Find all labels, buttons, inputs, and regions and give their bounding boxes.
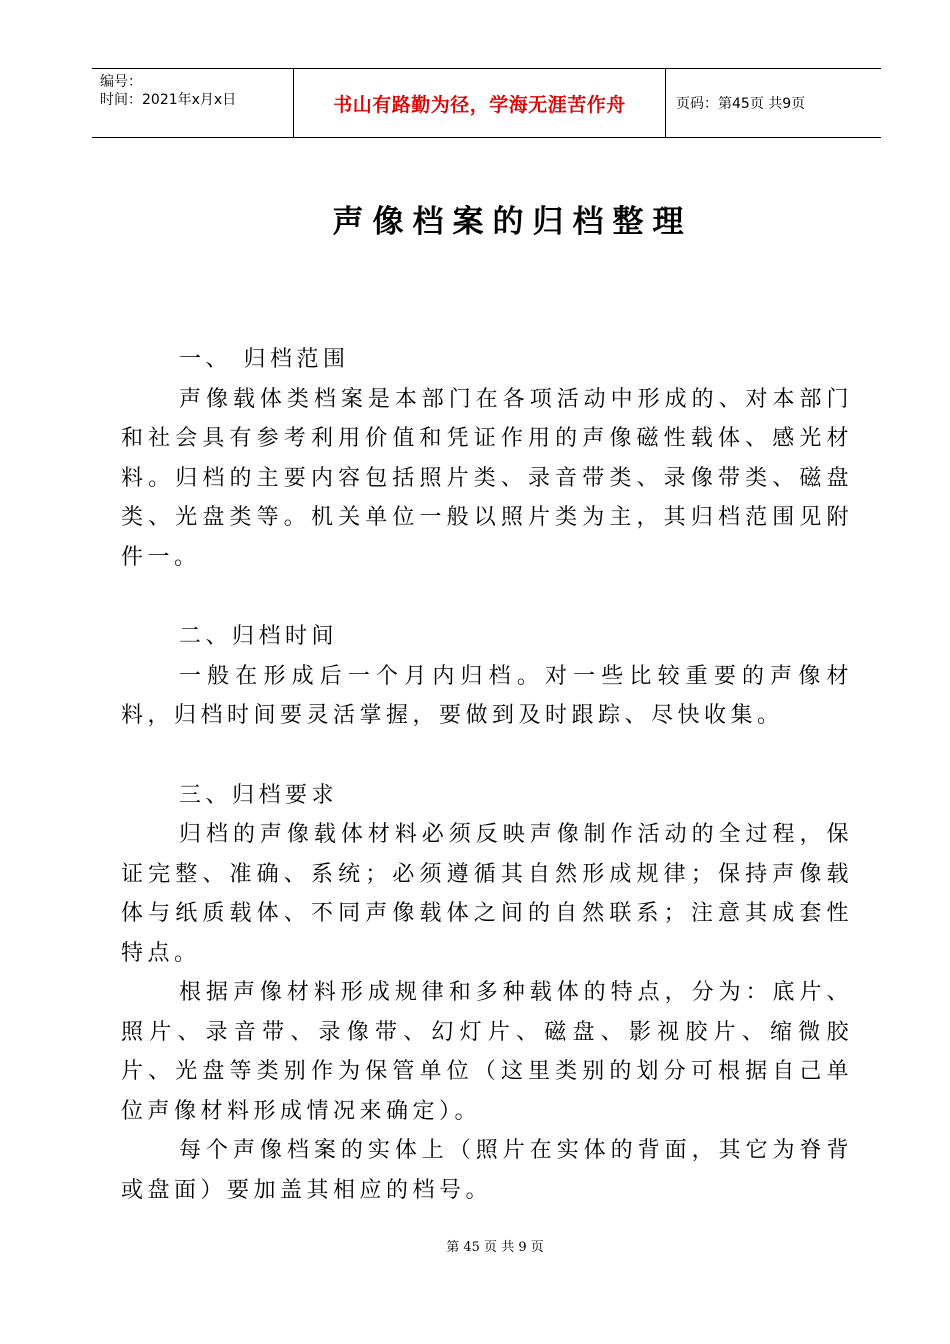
paragraph: 一般在形成后一个月内归档。对一些比较重要的声像材料，归档时间要灵活掌握，要做到及时跟踪、尽快收集。 [121,663,853,728]
header-motto: 书山有路勤为径，学海无涯苦作舟 [293,69,666,137]
header-page-code: 页码：第45页 共9页 [676,96,806,112]
document-body [121,340,853,1210]
header-meta [92,69,293,137]
page-header [92,68,881,138]
page-footer: 第 45 页 共 9 页 [446,1240,544,1255]
paragraph: 每个声像档案的实体上（照片在实体的背面，其它为脊背或盘面）要加盖其相应的档号。 [121,1138,853,1203]
paragraph: 归档的声像载体材料必须反映声像制作活动的全过程，保证完整、准确、系统；必须遵循其自然形成规律；保持声像载体与纸质载体、不同声像载体之间的自然联系；注意其成套性特点。 [121,822,853,966]
paragraph: 声像载体类档案是本部门在各项活动中形成的、对本部门和社会具有参考利用价值和凭证作用的声像磁性载体、感光材料。归档的主要内容包括照片类、录音带类、录像带类、磁盘类、光盘类等。机关单位一般以照片类为主，其归档范围见附件一。 [121,386,853,570]
number-label: 编号： [100,74,142,90]
paragraph: 根据声像材料形成规律和多种载体的特点，分为：底片、照片、录音带、录像带、幻灯片、磁盘、影视胶片、缩微胶片、光盘等类别作为保管单位（这里类别的划分可根据自己单位声像材料形成情况来确定）。 [121,980,853,1124]
section-heading-1: 一、 归档范围 [179,347,350,372]
document-title: 声像档案的归档整理 [332,204,693,240]
time-label: 时间：2021年x月x日 [100,92,237,108]
section-heading-2: 二、归档时间 [179,624,339,649]
section-heading-3: 三、归档要求 [179,782,339,808]
